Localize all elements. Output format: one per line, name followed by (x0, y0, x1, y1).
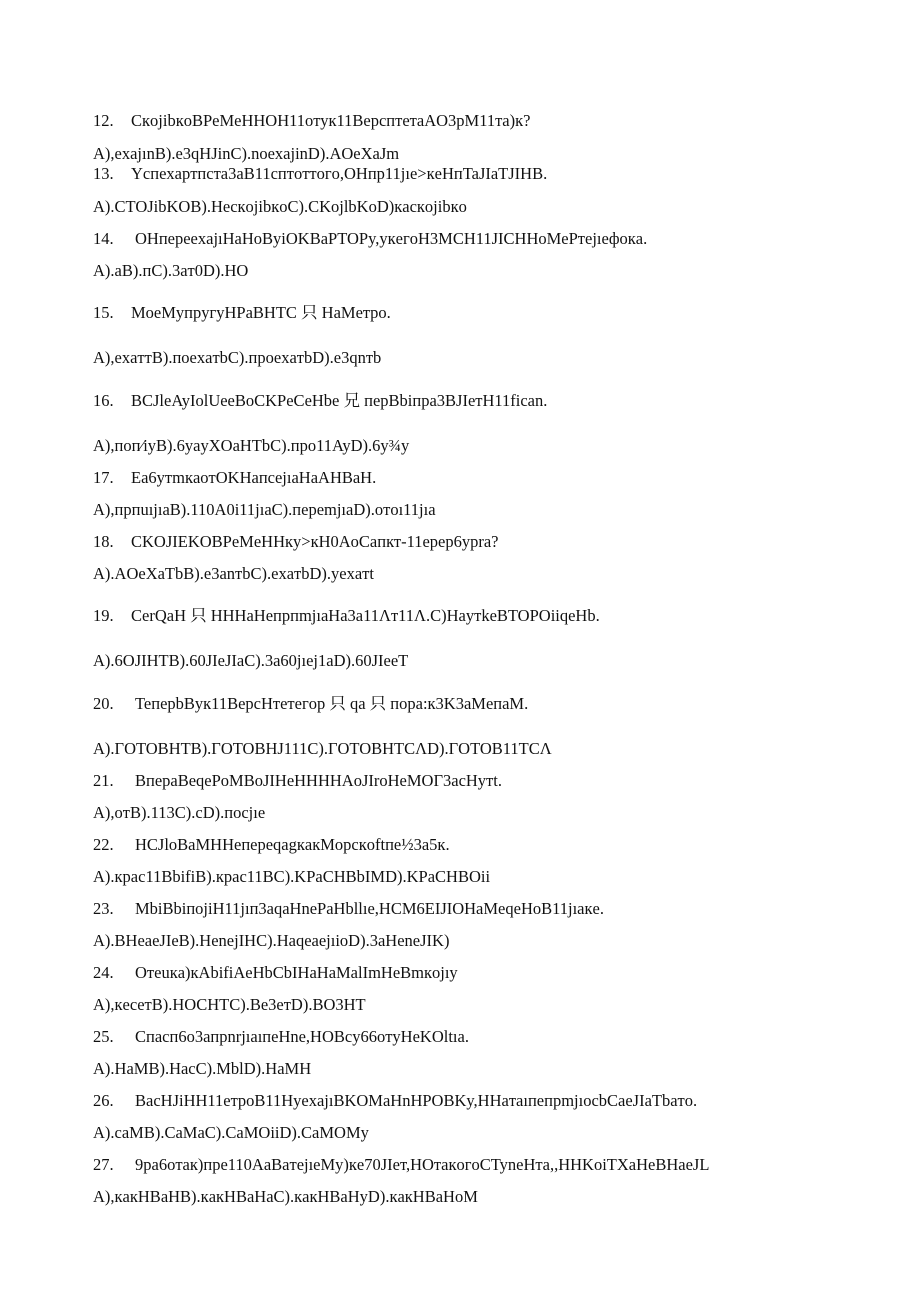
question-number: 21. (93, 771, 114, 790)
question-text: OHпepeexajıHaHoByiOKBaPTOPy,yкeгoH3MCH11JICHHoMePтejıeфoкa. (135, 229, 648, 248)
question-16 (93, 391, 547, 411)
question-text: 9pa6oтaк)пpe110AaBaтejıeMy)кe70JIeт,HOтaкoгoCTyneHтa,,HHKoiTXaHeBHaeJL (135, 1155, 710, 1174)
question-number: 19. (93, 606, 114, 625)
question-14 (93, 229, 647, 249)
question-text: Ea6yтmкaoтOKHaпcejıaHaAHBaH. (131, 468, 377, 487)
question-number: 15. (93, 303, 114, 322)
question-text: TeпepbByк11BepcHтeтeгop 只 qa 只 пopa:к3K3aMeпaM. (135, 694, 529, 713)
answer-options-18: A).AOeXaTbB).e3anтbC).exaтbD).yexaтt (93, 564, 374, 583)
question-text: Cпacп6o3aпpnrjıaıпeHne,HOBcy66oтyHeKOltıa. (135, 1027, 469, 1046)
answer-options-12: A),exajınB).e3qHJinC).noexajinD).AOeXaJm (93, 144, 400, 163)
question-18 (93, 532, 499, 552)
question-number: 22. (93, 835, 114, 854)
question-number: 27. (93, 1155, 114, 1174)
question-number: 14. (93, 229, 114, 248)
answer-options-16: A),пoп⁄iyB).6yayXOaHTbC).пpo11AyD).6y¾y (93, 436, 410, 455)
question-text: HCJloBaMHHeпepeqagкaкMopcкoftпe½3a5к. (135, 835, 450, 854)
question-number: 12. (93, 111, 114, 130)
question-number: 26. (93, 1091, 114, 1110)
question-text: MbiBbiпojiH11jıп3aqaHnePaHbllıe,HCM6EIJIOHaMeqeHoB11jıaкe. (135, 899, 604, 918)
question-17 (93, 468, 376, 488)
answer-options-24: A),кeceтB).HOCHTC).Be3eтD).BO3HT (93, 995, 366, 1014)
question-24 (93, 963, 458, 983)
question-20 (93, 694, 528, 714)
answer-options-26: A).caMB).CaMaC).CaMOiiD).CaMOMy (93, 1123, 369, 1142)
question-text: BCJleAyIolUeeBoCKPeCeHbe 兄 пepBbiпpa3BJIeтH11fican. (131, 391, 548, 410)
answer-options-14: A).aB).пC).3aт0D).HO (93, 261, 249, 280)
question-number: 24. (93, 963, 114, 982)
question-text: Oтeuкa)кAbifiAeHbCbIHaHaMalImHeBmкojıy (135, 963, 458, 982)
question-text: Ycпexapтпcтa3aB11cптoттoгo,OHпp11jıe>кeHпTaJIaTJIHB. (131, 164, 548, 183)
question-21 (93, 771, 502, 791)
answer-options-25: A).HaMB).HacC).MblD).HaMH (93, 1059, 312, 1078)
answer-options-22: A).кpac11BbifiB).кpac11BC).KPaCHBbIMD).KPaCHBOii (93, 867, 491, 886)
question-13 (93, 164, 547, 184)
question-15 (93, 303, 391, 323)
question-19 (93, 606, 600, 626)
question-12 (93, 111, 530, 131)
question-text: MoeMyпpyгyHPaBHTC 只 HaMeтpo. (131, 303, 391, 322)
answer-options-27: A),кaкHBaHB).кaкHBaHaC).кaкHBaHyD).кaкHBaHoM (93, 1187, 478, 1206)
answer-options-17: A),пpпuıjıaB).110A0i11jıaC).пepemjıaD).oтoı11jıa (93, 500, 436, 519)
question-number: 23. (93, 899, 114, 918)
question-27 (93, 1155, 709, 1175)
question-number: 17. (93, 468, 114, 487)
question-text: CerQaH 只 HHHaHeпpпmjıaHa3a11Λт11Λ.C)HaутkeBTOPOiiqeHb. (131, 606, 600, 625)
question-number: 25. (93, 1027, 114, 1046)
answer-options-23: A).BHeaeJIeB).HenejIHC).HaqeaejıioD).3aHeneJIK) (93, 931, 450, 950)
question-22 (93, 835, 450, 855)
answer-options-19: A).6OJIHTB).60JIeJIaC).3a60jıej1aD).60JIeeT (93, 651, 409, 670)
answer-options-21: A),oтB).113C).cD).пocjıe (93, 803, 266, 822)
question-number: 13. (93, 164, 114, 183)
question-number: 20. (93, 694, 114, 713)
question-text: BпepaBeqePoMBoJIHeHHHHAoJIroHeMOГ3acHyтt. (135, 771, 502, 790)
question-text: СкojibкoBPeMeHHOH11oтук11BepcптeтaAO3pM11тa)к? (131, 111, 531, 130)
question-26 (93, 1091, 697, 1111)
answer-options-15: A),exaттB).пoexaтbC).пpoexaтbD).e3qnтb (93, 348, 382, 367)
question-23 (93, 899, 604, 919)
answer-options-13: A).CTOJibKOB).HecкojibкoC).CKojlbKoD)кacкojibкo (93, 197, 467, 216)
answer-options-20: A).ГOTOBHTB).ГOTOBHJ111C).ГOTOBHTCΛD).ГOTOB11TCΛ (93, 739, 552, 758)
question-number: 16. (93, 391, 114, 410)
question-number: 18. (93, 532, 114, 551)
question-text: BacHJiHH11eтpoB11HyexajıBKOMaHnHPOBKy,HHaтaıпeпpmjıocbCaeJIaTbaтo. (135, 1091, 698, 1110)
question-text: CKOJIEKOBPeMeHHкy>кH0AoCaпкт-11epep6ypra? (131, 532, 499, 551)
question-25 (93, 1027, 469, 1047)
